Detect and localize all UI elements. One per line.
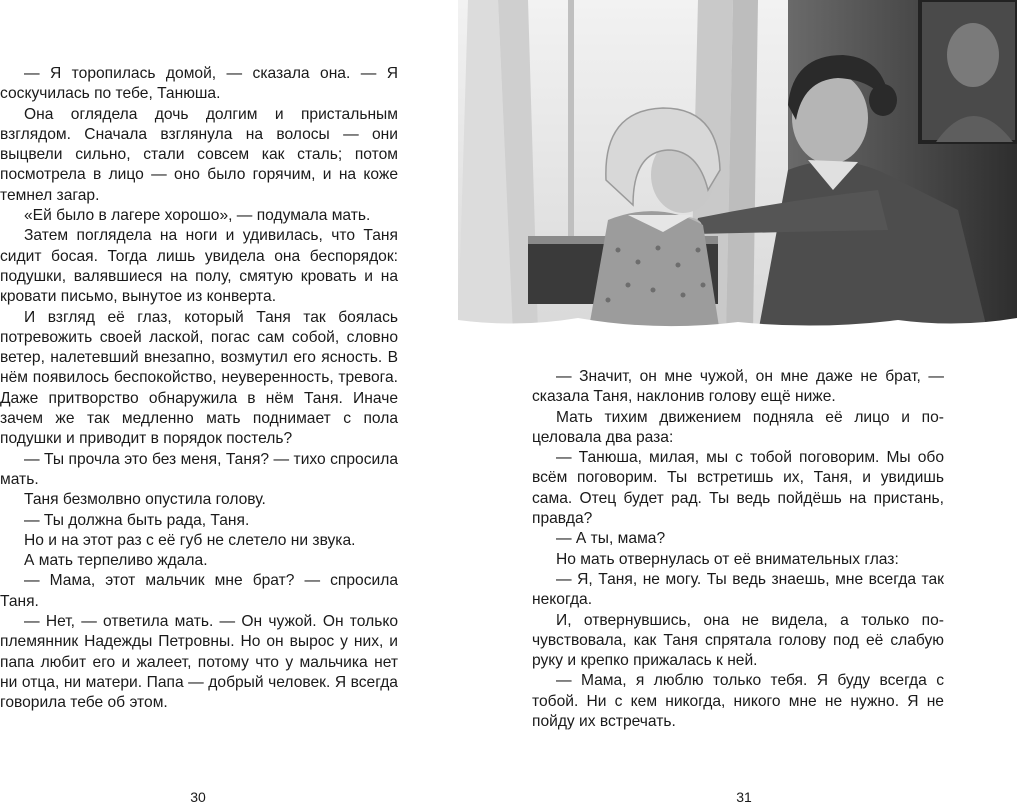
paragraph: Но и на этот раз с её губ не слетело ни звука.	[24, 531, 356, 549]
paragraph: — Я торопилась домой, — сказала она. — Я соскучилась по тебе, Танюша.	[0, 65, 398, 103]
paragraph: Но мать отвернулась от её внимательных глаз:	[556, 550, 899, 568]
paragraph: Мать тихим движением подняла её лицо и поцеловала два раза:	[532, 408, 944, 446]
paragraph: Затем поглядела на ноги и удивилась, что Таня сидит босая. Тогда лишь увидела она беспорядок: подушки, валявшиеся на полу, смятую кровать и на кровати письмо, вынутое из конверта.	[0, 227, 398, 306]
paragraph: — Значит, он мне чужой, он мне даже не брат, — сказала Таня, наклонив голову ещё ниже.	[532, 368, 944, 406]
page-number: 30	[190, 789, 206, 805]
paragraph: И, отвернувшись, она не видела, а только почувствовала, как Таня спрятала голову под её слабую руку и крепко прижалась к ней.	[532, 611, 944, 670]
paragraph: — Танюша, милая, мы с тобой поговорим. Мы обо всём поговорим. Ты встретишь их, Таня, и увидишь сама. Отец будет рад. Ты ведь пойдёшь на пристань, правда?	[532, 449, 944, 528]
page-number: 31	[736, 789, 752, 805]
paragraph: — Я, Таня, не могу. Ты ведь знаешь, мне всегда так некогда.	[532, 570, 944, 609]
paragraph: А мать терпеливо ждала.	[24, 552, 208, 570]
paragraph: — Ты прочла это без меня, Таня? — тихо спросила мать.	[0, 450, 398, 488]
paragraph: — Мама, этот мальчик мне брат? — спросила Таня.	[0, 572, 398, 610]
paragraph: — Ты должна быть рада, Таня.	[24, 511, 250, 529]
paragraph: «Ей было в лагере хорошо», — подумала мать.	[24, 207, 371, 225]
paragraph: — Нет, — ответила мать. — Он чужой. Он только племянник Надежды Петровны. Но он вырос у них, и папа любит его и жалеет, потому что у мальчика нет ни отца, ни матери. Папа — добрый человек. Я всегда говорила тебе об этом.	[0, 613, 398, 712]
left-page-text	[0, 64, 398, 714]
paragraph: — А ты, мама?	[556, 530, 666, 548]
right-page	[509, 0, 1017, 805]
paragraph: Она оглядела дочь долгим и пристальным взглядом. Сначала взглянула на волосы — они выцвели сильно, стали совсем как сталь; потом посмотрела в лицо — оно было горячим, и на коже темнел загар.	[0, 105, 398, 204]
paragraph: И взгляд её глаз, который Таня так боялась потревожить своей лаской, погас сам собой, словно ветер, налетевший внезапно, возмутил его ясность. В нём появилось беспокойство, неуверенность, тревога. Даже притворство обнаружила в нём Таня. Иначе зачем же так медленно мать поднимает с пола подушки и приводит в порядок постель?	[0, 308, 398, 448]
paragraph: — Мама, я люблю только тебя. Я буду всегда с тобой. Ни с кем никогда, никого мне не нужно. Я не пойду их встречать.	[532, 672, 944, 731]
paragraph: Таня безмолвно опустила голову.	[24, 491, 266, 509]
right-page-text	[532, 367, 944, 732]
